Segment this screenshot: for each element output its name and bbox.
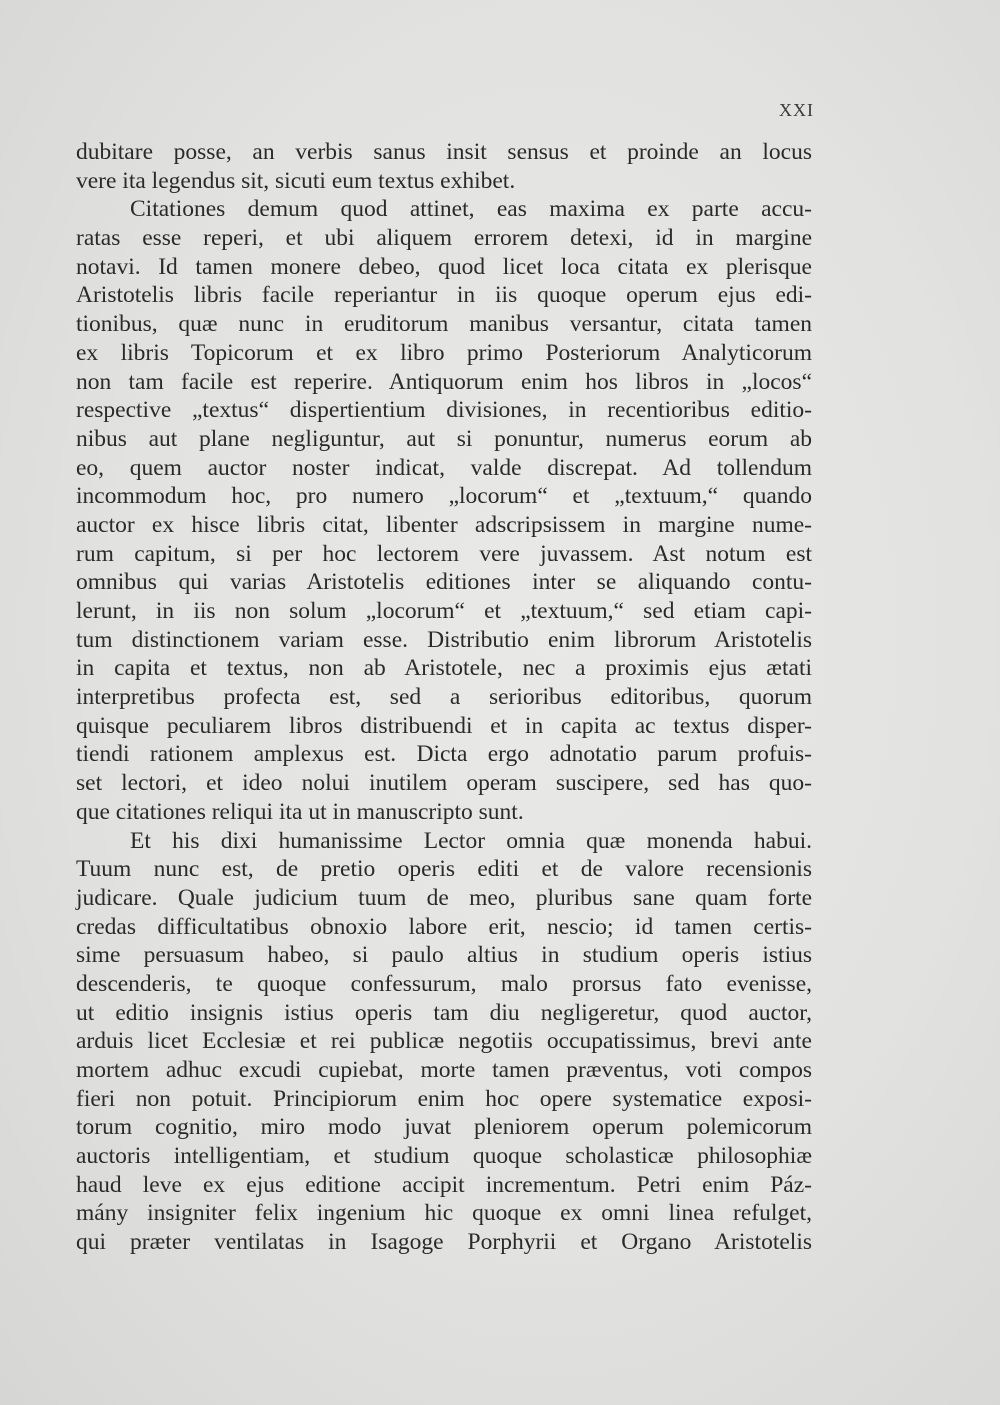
text-line: Et his dixi humanissime Lector omnia quæ monenda habui.: [130, 827, 812, 854]
text-line: ratas esse reperi, et ubi aliquem errorem detexi, id in margine: [76, 225, 812, 252]
text-line: set lectori, et ideo nolui inutilem operam suscipere, sed has quo-: [76, 770, 812, 797]
text-line: lerunt, in iis non solum „locorum“ et „textuum,“ sed etiam capi-: [76, 598, 812, 624]
text-line: Citationes demum quod attinet, eas maxima ex parte accu-: [130, 196, 812, 223]
text-line: notavi. Id tamen monere debeo, quod licet loca citata ex plerisque: [76, 253, 812, 280]
text-line: credas difficultatibus obnoxio labore erit, nescio; id tamen certis-: [76, 913, 812, 940]
text-line: tiendi rationem amplexus est. Dicta ergo adnotatio parum profuis-: [76, 741, 812, 768]
text-line: omnibus qui varias Aristotelis editiones inter se aliquando contu-: [76, 569, 812, 596]
text-line: non tam facile est reperire. Antiquorum enim hos libros in „locos“: [76, 368, 812, 395]
text-line: rum capitum, si per hoc lectorem vere juvassem. Ast notum est: [76, 540, 812, 567]
text-line: tum distinctionem variam esse. Distributio enim librorum Aristotelis: [76, 626, 812, 653]
text-line: auctor ex hisce libris citat, libenter adscripsissem in margine nume-: [76, 511, 812, 538]
text-line: auctoris intelligentiam, et studium quoque scholasticæ philosophiæ: [76, 1143, 812, 1170]
text-line: haud leve ex ejus editione accipit incrementum. Petri enim Páz-: [76, 1171, 812, 1198]
text-line: nibus aut plane negliguntur, aut si ponuntur, numerus eorum ab: [76, 425, 812, 452]
text-line: interpretibus profecta est, sed a serioribus editoribus, quorum: [76, 684, 812, 711]
text-line: arduis licet Ecclesiæ et rei publicæ negotiis occupatissimus, brevi ante: [76, 1028, 812, 1055]
text-line: quisque peculiarem libros distribuendi et in capita ac textus disper-: [76, 712, 812, 739]
page-number: XXI: [779, 100, 814, 120]
text-line: qui præter ventilatas in Isagoge Porphyrii et Organo Aristotelis: [76, 1229, 812, 1256]
text-line: vere ita legendus sit, sicuti eum textus exhibet.: [76, 167, 516, 194]
text-line: eo, quem auctor noster indicat, valde discrepat. Ad tollendum: [76, 454, 812, 481]
text-line: Aristotelis libris facile reperiantur in iis quoque operum ejus edi-: [76, 282, 812, 309]
text-line: mány insigniter felix ingenium hic quoque ex omni linea refulget,: [76, 1200, 812, 1227]
text-line: que citationes reliqui ita ut in manuscripto sunt.: [76, 798, 524, 825]
text-line: respective „textus“ dispertientium divisiones, in recentioribus editio-: [76, 397, 812, 424]
text-line: in capita et textus, non ab Aristotele, nec a proximis ejus ætati: [76, 655, 812, 682]
text-line: torum cognitio, miro modo juvat pleniorem operum polemicorum: [76, 1114, 812, 1141]
body-text: [76, 138, 812, 1257]
text-line: judicare. Quale judicium tuum de meo, pluribus sane quam forte: [76, 884, 812, 911]
text-line: dubitare posse, an verbis sanus insit sensus et proinde an locus: [76, 139, 812, 165]
text-line: fieri non potuit. Principiorum enim hoc opere systematice exposi-: [76, 1085, 812, 1112]
text-line: ut editio insignis istius operis tam diu negligeretur, quod auctor,: [76, 999, 812, 1026]
text-line: mortem adhuc excudi cupiebat, morte tamen præventus, voti compos: [76, 1057, 812, 1083]
text-line: descenderis, te quoque confessurum, malo prorsus fato evenisse,: [76, 970, 812, 997]
text-line: Tuum nunc est, de pretio operis editi et de valore recensionis: [76, 856, 812, 883]
text-line: ex libris Topicorum et ex libro primo Posteriorum Analyticorum: [76, 339, 812, 366]
text-line: incommodum hoc, pro numero „locorum“ et „textuum,“ quando: [76, 483, 812, 510]
text-line: tionibus, quæ nunc in eruditorum manibus versantur, citata tamen: [76, 311, 812, 338]
text-line: sime persuasum habeo, si paulo altius in studium operis istius: [76, 942, 812, 969]
